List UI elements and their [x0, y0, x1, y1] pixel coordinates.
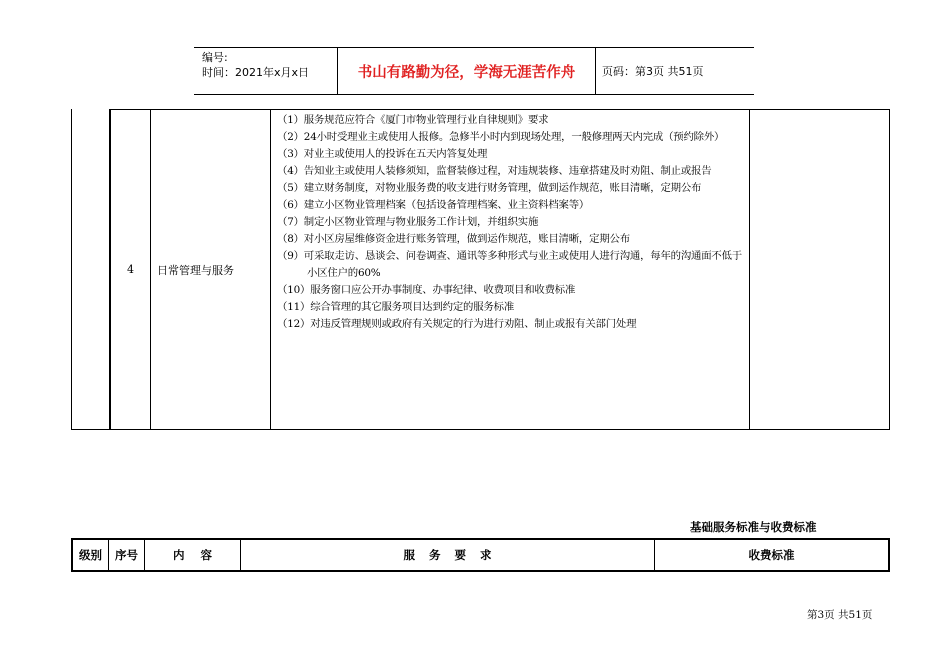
column-header-level: 级别 — [73, 540, 109, 570]
column-header-content: 内 容 — [145, 540, 241, 570]
requirement-item: （6）建立小区物业管理档案（包括设备管理档案、业主资料档案等） — [277, 199, 590, 211]
footer-page-number: 第3页 共51页 — [807, 609, 873, 621]
requirement-item: （1）服务规范应符合《厦门市物业管理行业自律规则》要求 — [277, 114, 549, 126]
column-header-fee: 收费标准 — [748, 548, 795, 562]
row-index-cell — [111, 109, 151, 430]
fee-cell — [750, 109, 890, 430]
requirement-item: （2）24小时受理业主或使用人报修。急修半小时内到现场处理，一般修理两天内完成（预约除外） — [277, 131, 725, 143]
level-cell — [71, 109, 111, 430]
table-header — [71, 538, 890, 572]
page-header — [194, 47, 754, 95]
section-title: 基础服务标准与收费标准 — [690, 520, 817, 534]
requirements-cell — [271, 109, 750, 430]
requirement-item: （8）对小区房屋维修资金进行账务管理，做到运作规范，账目清晰，定期公布 — [277, 233, 630, 245]
document-date-label: 时间：2021年x月x日 — [202, 66, 310, 79]
column-header-seq: 序号 — [109, 540, 145, 570]
row-content-cell — [151, 109, 271, 430]
requirements-list — [277, 112, 745, 333]
header-page-number: 页码：第3页 共51页 — [602, 65, 704, 78]
requirement-item: （9）可采取走访、恳谈会、问卷调查、通讯等多种形式与业主或使用人进行沟通，每年的沟通面不低于小区住户的60% — [277, 250, 742, 279]
requirement-item: （3）对业主或使用人的投诉在五天内答复处理 — [277, 148, 488, 160]
requirement-item: （11）综合管理的其它服务项目达到约定的服务标准 — [277, 301, 515, 313]
requirement-item: （10）服务窗口应公开办事制度、办事纪律、收费项目和收费标准 — [277, 284, 576, 296]
document-number-label: 编号: — [202, 51, 228, 64]
row-content: 日常管理与服务 — [157, 263, 234, 277]
header-meta — [194, 48, 338, 94]
row-index: 4 — [127, 263, 134, 276]
requirement-item: （4）告知业主或使用人装修须知，监督装修过程，对违规装修、违章搭建及时劝阻、制止或报告 — [277, 165, 712, 177]
column-header-requirement: 服 务 要 求 — [241, 540, 655, 570]
requirement-item: （5）建立财务制度，对物业服务费的收支进行财务管理，做到运作规范，账目清晰，定期公布 — [277, 182, 702, 194]
requirement-item: （12）对违反管理规则或政府有关规定的行为进行劝阻、制止或报有关部门处理 — [277, 318, 637, 330]
header-motto: 书山有路勤为径，学海无涯苦作舟 — [338, 48, 596, 94]
requirement-item: （7）制定小区物业管理与物业服务工作计划，并组织实施 — [277, 216, 539, 228]
